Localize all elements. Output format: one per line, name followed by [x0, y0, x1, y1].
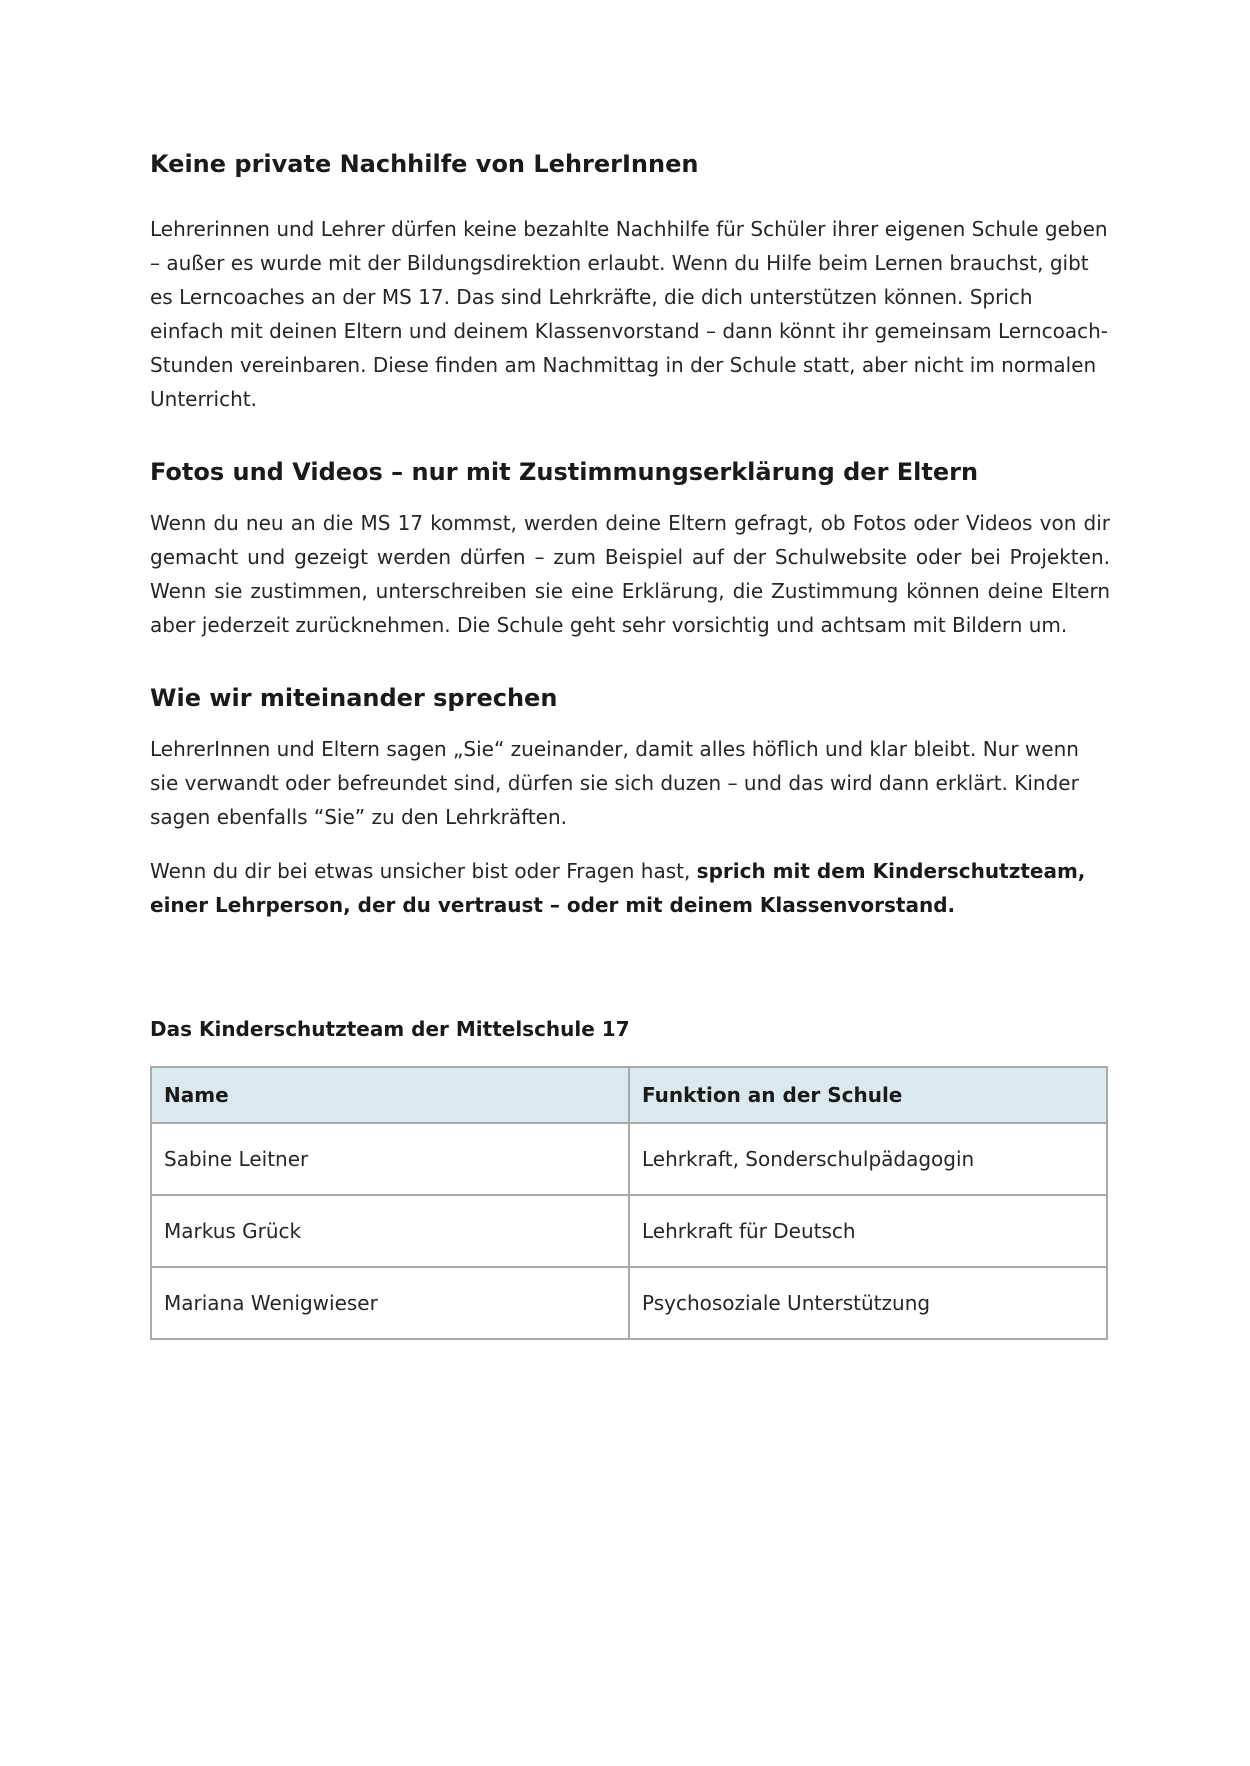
- cell-function: Lehrkraft, Sonderschulpädagogin: [629, 1123, 1107, 1195]
- table-row: [151, 1267, 1107, 1339]
- document-page: [150, 148, 1110, 1340]
- cell-function: Lehrkraft für Deutsch: [629, 1195, 1107, 1267]
- header-function: Funktion an der Schule: [629, 1067, 1107, 1123]
- cell-function: Psychosoziale Unterstützung: [629, 1267, 1107, 1339]
- table-row: [151, 1123, 1107, 1195]
- section-body-fotos: Wenn du neu an die MS 17 kommst, werden deine Eltern gefragt, ob Fotos oder Videos von dir gemacht und gezeigt werden dürfen – zum Beispiel auf der Schulwebsite oder bei Projekten. Wenn sie zustimmen, unterschreiben sie eine Erklärung, die Zustimmung können deine Eltern aber jederzeit zurücknehmen. Die Schule geht sehr vorsichtig und achtsam mit Bildern um.: [150, 511, 1110, 637]
- contact-note-emphasis: sprich mit dem Kinderschutzteam, einer Lehrperson, der du vertraust – oder mit deinem Klassenvorstand.: [150, 859, 1086, 917]
- team-table-title: Das Kinderschutzteam der Mittelschule 17: [150, 1017, 630, 1041]
- section-heading-nachhilfe: Keine private Nachhilfe von LehrerInnen: [150, 150, 699, 178]
- cell-name: Mariana Wenigwieser: [151, 1267, 629, 1339]
- team-table-header-row: [151, 1067, 1107, 1123]
- section-heading-sprechen: Wie wir miteinander sprechen: [150, 684, 558, 712]
- team-table: [150, 1066, 1108, 1340]
- section-body-nachhilfe: Lehrerinnen und Lehrer dürfen keine bezahlte Nachhilfe für Schüler ihrer eigenen Schule geben – außer es wurde mit der Bildungsdirektion erlaubt. Wenn du Hilfe beim Lernen brauchst, gibt es Lerncoaches an der MS 17. Das sind Lehrkräfte, die dich unterstützen können. Sprich einfach mit deinen Eltern und deinem Klassenvorstand – dann könnt ihr gemeinsam Lerncoach-Stunden vereinbaren. Diese finden am Nachmittag in der Schule statt, aber nicht im normalen Unterricht.: [150, 217, 1109, 411]
- cell-name: Sabine Leitner: [151, 1123, 629, 1195]
- header-name: Name: [151, 1067, 629, 1123]
- contact-note-intro: Wenn du dir bei etwas unsicher bist oder Fragen hast,: [150, 859, 697, 883]
- table-row: [151, 1195, 1107, 1267]
- contact-note: [150, 854, 1110, 922]
- section-body-sprechen: LehrerInnen und Eltern sagen „Sie“ zueinander, damit alles höflich und klar bleibt. Nur wenn sie verwandt oder befreundet sind, dürfen sie sich duzen – und das wird dann erklärt. Kinder sagen ebenfalls “Sie” zu den Lehrkräften.: [150, 737, 1079, 829]
- cell-name: Markus Grück: [151, 1195, 629, 1267]
- section-heading-fotos: Fotos und Videos – nur mit Zustimmungserklärung der Eltern: [150, 458, 979, 486]
